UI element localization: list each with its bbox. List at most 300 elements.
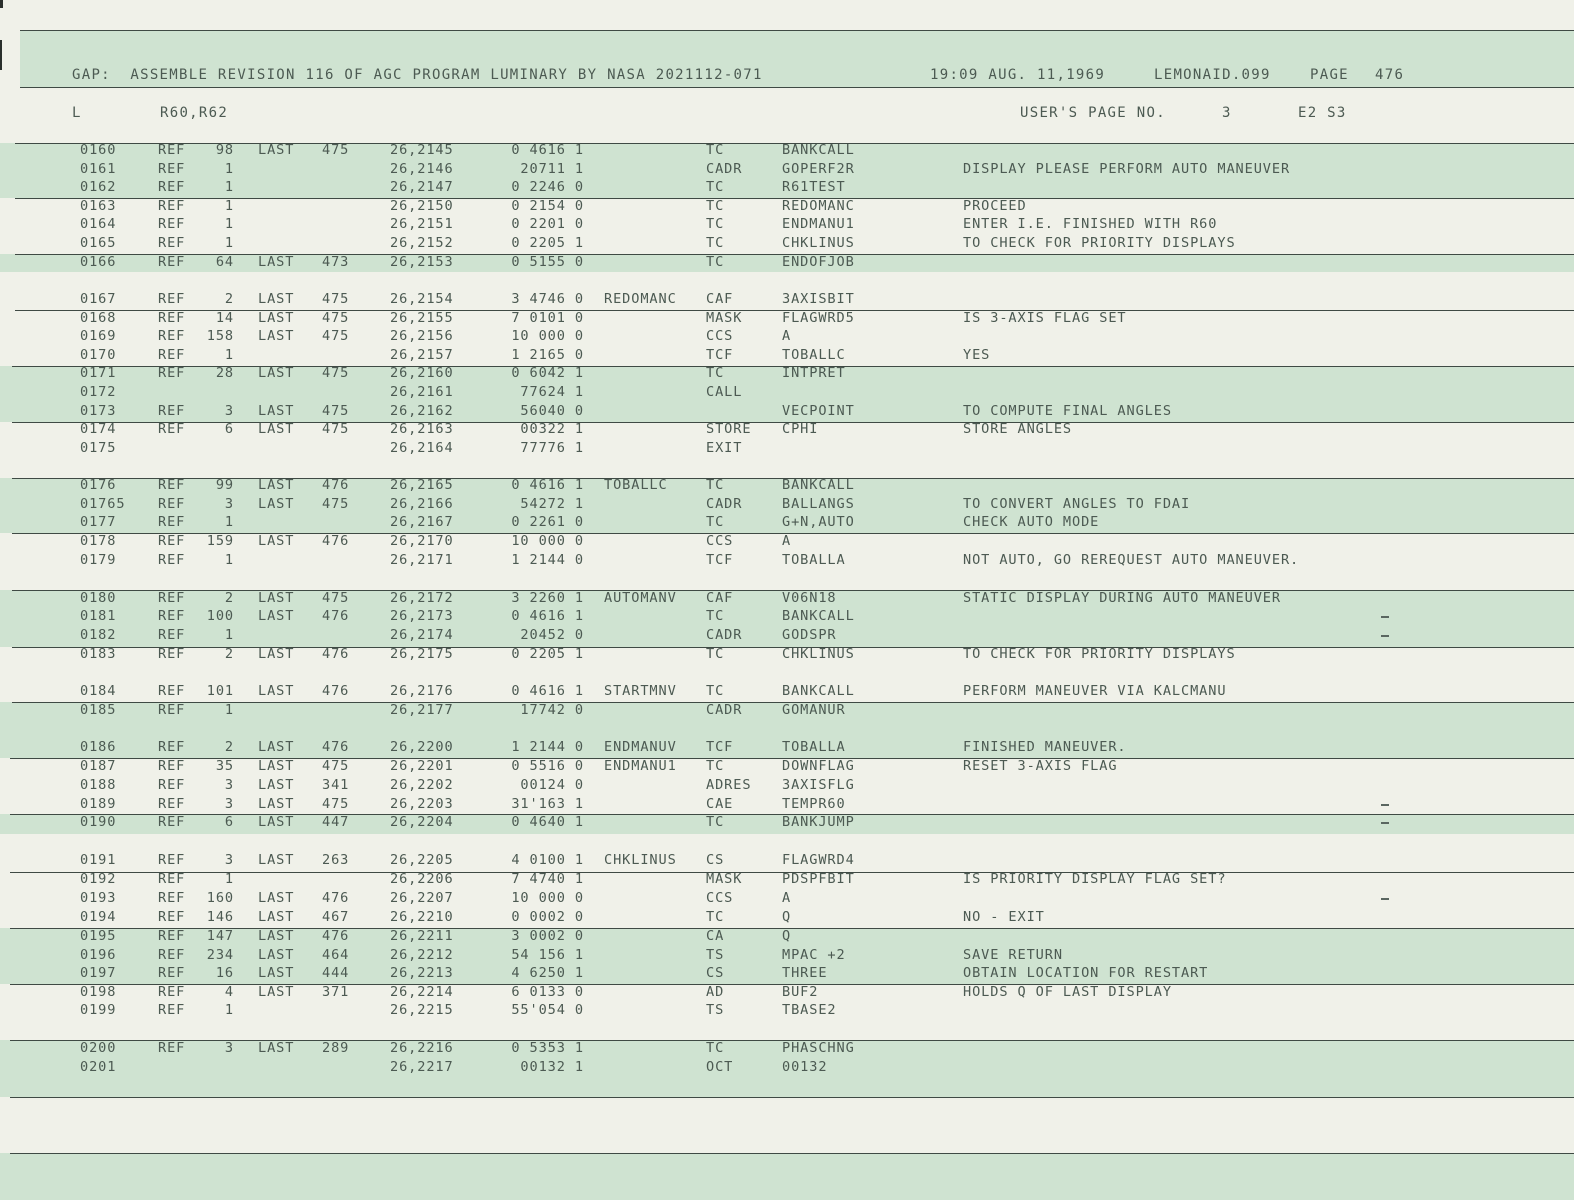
margin-mark [1381, 898, 1389, 900]
address: 26,2152 [390, 235, 454, 251]
address: 26,2150 [390, 198, 454, 214]
opcode: TC [706, 198, 725, 214]
reel-info: E2 S3 [1298, 105, 1347, 121]
seq-number: 0190 [80, 814, 117, 830]
comment: YES [963, 347, 991, 363]
code-line [0, 870, 1574, 889]
opcode: TC [706, 608, 725, 624]
margin-mark [1381, 616, 1389, 618]
ref-count: 159 [206, 533, 234, 549]
operand: 3AXISFLG [782, 777, 855, 793]
octal-word: 4 6250 1 [511, 965, 584, 981]
ref-count: 6 [224, 814, 234, 830]
ref-label: REF [158, 947, 186, 963]
seq-number: 0184 [80, 683, 117, 699]
octal-word: 10 000 0 [511, 328, 584, 344]
seq-number: 0192 [80, 871, 117, 887]
operand: TBASE2 [782, 1002, 837, 1018]
page-number: 476 [1375, 67, 1405, 83]
opcode: TC [706, 477, 725, 493]
octal-word: 0 4640 1 [511, 814, 584, 830]
code-line [0, 1039, 1574, 1058]
rule [10, 1153, 1574, 1154]
comment: DISPLAY PLEASE PERFORM AUTO MANEUVER [963, 161, 1291, 177]
opcode: TC [706, 758, 725, 774]
ref-count: 6 [224, 421, 234, 437]
code-line [0, 402, 1574, 421]
green-band [0, 1153, 1574, 1200]
code-line [0, 253, 1574, 272]
octal-word: 4 0100 1 [511, 852, 584, 868]
seq-number: 0175 [80, 440, 117, 456]
opcode: TS [706, 947, 725, 963]
page-label: PAGE [1310, 67, 1349, 83]
comment: PROCEED [963, 198, 1027, 214]
ref-count: 1 [224, 514, 234, 530]
last-page: 444 [322, 965, 350, 981]
last-label: LAST [258, 533, 295, 549]
opcode: TC [706, 514, 725, 530]
ref-count: 1 [224, 179, 234, 195]
octal-word: 0 5155 0 [511, 254, 584, 270]
assembly-header: GAP: ASSEMBLE REVISION 116 OF AGC PROGRAM LUMINARY BY NASA 2021112-071 [72, 67, 763, 83]
address: 26,2163 [390, 421, 454, 437]
ref-label: REF [158, 683, 186, 699]
seq-number: 0170 [80, 347, 117, 363]
seq-number: 01765 [80, 496, 126, 512]
ref-count: 16 [215, 965, 234, 981]
address: 26,2166 [390, 496, 454, 512]
last-page: 447 [322, 814, 350, 830]
last-label: LAST [258, 928, 295, 944]
comment: IS PRIORITY DISPLAY FLAG SET? [963, 871, 1227, 887]
rule [20, 87, 1574, 88]
comment: OBTAIN LOCATION FOR RESTART [963, 965, 1209, 981]
seq-number: 0200 [80, 1040, 117, 1056]
code-line [0, 160, 1574, 179]
octal-word: 1 2144 0 [511, 739, 584, 755]
address: 26,2172 [390, 590, 454, 606]
octal-word: 6 0133 0 [511, 984, 584, 1000]
ref-count: 160 [206, 890, 234, 906]
code-line [0, 513, 1574, 532]
symbol-label: TOBALLC [604, 477, 668, 493]
ref-label: REF [158, 909, 186, 925]
address: 26,2164 [390, 440, 454, 456]
address: 26,2212 [390, 947, 454, 963]
operand: A [782, 328, 792, 344]
operand: R61TEST [782, 179, 846, 195]
address: 26,2211 [390, 928, 454, 944]
last-page: 475 [322, 310, 350, 326]
sub-prefix: L [72, 105, 82, 121]
operand: CHKLINUS [782, 646, 855, 662]
last-page: 289 [322, 1040, 350, 1056]
symbol-label: CHKLINUS [604, 852, 677, 868]
ref-count: 3 [224, 496, 234, 512]
seq-number: 0198 [80, 984, 117, 1000]
last-page: 476 [322, 739, 350, 755]
opcode: TCF [706, 347, 734, 363]
opcode: CS [706, 852, 725, 868]
comment: STORE ANGLES [963, 421, 1073, 437]
last-page: 475 [322, 758, 350, 774]
seq-number: 0193 [80, 890, 117, 906]
symbol-label: STARTMNV [604, 683, 677, 699]
address: 26,2171 [390, 552, 454, 568]
code-line [0, 215, 1574, 234]
octal-word: 54272 1 [520, 496, 584, 512]
ref-label: REF [158, 627, 186, 643]
address: 26,2201 [390, 758, 454, 774]
code-line [0, 327, 1574, 346]
address: 26,2217 [390, 1059, 454, 1075]
last-label: LAST [258, 646, 295, 662]
edge-mark [0, 40, 2, 70]
address: 26,2174 [390, 627, 454, 643]
code-line [0, 439, 1574, 458]
last-page: 467 [322, 909, 350, 925]
octal-word: 31'163 1 [511, 796, 584, 812]
ref-count: 146 [206, 909, 234, 925]
operand: FLAGWRD4 [782, 852, 855, 868]
ref-label: REF [158, 403, 186, 419]
ref-count: 98 [215, 142, 234, 158]
ref-count: 1 [224, 235, 234, 251]
opcode: TC [706, 365, 725, 381]
octal-word: 0 4616 1 [511, 683, 584, 699]
seq-number: 0197 [80, 965, 117, 981]
comment: TO COMPUTE FINAL ANGLES [963, 403, 1172, 419]
seq-number: 0174 [80, 421, 117, 437]
comment: RESET 3-AXIS FLAG [963, 758, 1118, 774]
operand: BANKCALL [782, 608, 855, 624]
seq-number: 0168 [80, 310, 117, 326]
operand: Q [782, 909, 792, 925]
opcode: TC [706, 216, 725, 232]
last-label: LAST [258, 365, 295, 381]
last-label: LAST [258, 496, 295, 512]
ref-label: REF [158, 965, 186, 981]
comment: ENTER I.E. FINISHED WITH R60 [963, 216, 1218, 232]
octal-word: 1 2165 0 [511, 347, 584, 363]
opcode: TC [706, 646, 725, 662]
opcode: STORE [706, 421, 752, 437]
last-page: 475 [322, 328, 350, 344]
octal-word: 7 0101 0 [511, 310, 584, 326]
code-line [0, 701, 1574, 720]
octal-word: 0 2205 1 [511, 235, 584, 251]
opcode: CAE [706, 796, 734, 812]
seq-number: 0195 [80, 928, 117, 944]
seq-number: 0172 [80, 384, 117, 400]
seq-number: 0201 [80, 1059, 117, 1075]
ref-label: REF [158, 758, 186, 774]
operand: TOBALLA [782, 739, 846, 755]
ref-label: REF [158, 852, 186, 868]
code-line [0, 1001, 1574, 1020]
opcode: AD [706, 984, 725, 1000]
operand: BANKJUMP [782, 814, 855, 830]
ref-label: REF [158, 347, 186, 363]
address: 26,2167 [390, 514, 454, 530]
opcode: CADR [706, 161, 743, 177]
seq-number: 0173 [80, 403, 117, 419]
address: 26,2170 [390, 533, 454, 549]
opcode: EXIT [706, 440, 743, 456]
seq-number: 0189 [80, 796, 117, 812]
operand: A [782, 533, 792, 549]
operand: THREE [782, 965, 828, 981]
operand: V06N18 [782, 590, 837, 606]
margin-mark [1381, 804, 1389, 806]
code-line [0, 141, 1574, 160]
ref-count: 3 [224, 777, 234, 793]
octal-word: 10 000 0 [511, 890, 584, 906]
ref-count: 1 [224, 627, 234, 643]
seq-number: 0164 [80, 216, 117, 232]
address: 26,2154 [390, 291, 454, 307]
last-page: 371 [322, 984, 350, 1000]
margin-mark [1381, 635, 1389, 637]
opcode: CAF [706, 590, 734, 606]
seq-number: 0196 [80, 947, 117, 963]
ref-label: REF [158, 291, 186, 307]
seq-number: 0163 [80, 198, 117, 214]
ref-label: REF [158, 739, 186, 755]
last-page: 475 [322, 403, 350, 419]
comment: TO CONVERT ANGLES TO FDAI [963, 496, 1191, 512]
ref-label: REF [158, 198, 186, 214]
operand: PHASCHNG [782, 1040, 855, 1056]
code-line [0, 290, 1574, 309]
ref-count: 1 [224, 347, 234, 363]
opcode: TCF [706, 739, 734, 755]
comment: PERFORM MANEUVER VIA KALCMANU [963, 683, 1227, 699]
ref-label: REF [158, 533, 186, 549]
octal-word: 3 0002 0 [511, 928, 584, 944]
address: 26,2157 [390, 347, 454, 363]
last-label: LAST [258, 590, 295, 606]
ref-count: 1 [224, 871, 234, 887]
last-label: LAST [258, 758, 295, 774]
code-line [0, 234, 1574, 253]
seq-number: 0194 [80, 909, 117, 925]
ref-count: 99 [215, 477, 234, 493]
last-page: 476 [322, 928, 350, 944]
ref-count: 3 [224, 1040, 234, 1056]
ref-label: REF [158, 552, 186, 568]
operand: TOBALLA [782, 552, 846, 568]
opcode: TC [706, 179, 725, 195]
address: 26,2165 [390, 477, 454, 493]
octal-word: 7 4740 1 [511, 871, 584, 887]
ref-count: 234 [206, 947, 234, 963]
ref-label: REF [158, 1002, 186, 1018]
address: 26,2175 [390, 646, 454, 662]
opcode: CCS [706, 533, 734, 549]
last-label: LAST [258, 683, 295, 699]
seq-number: 0181 [80, 608, 117, 624]
ref-label: REF [158, 365, 186, 381]
last-page: 475 [322, 291, 350, 307]
last-label: LAST [258, 777, 295, 793]
code-line [0, 420, 1574, 439]
ref-count: 4 [224, 984, 234, 1000]
code-line [0, 946, 1574, 965]
address: 26,2200 [390, 739, 454, 755]
seq-number: 0188 [80, 777, 117, 793]
seq-number: 0187 [80, 758, 117, 774]
address: 26,2153 [390, 254, 454, 270]
opcode: CS [706, 965, 725, 981]
last-label: LAST [258, 291, 295, 307]
address: 26,2206 [390, 871, 454, 887]
comment: CHECK AUTO MODE [963, 514, 1100, 530]
code-line [0, 682, 1574, 701]
ref-count: 147 [206, 928, 234, 944]
last-label: LAST [258, 796, 295, 812]
octal-word: 0 4616 1 [511, 477, 584, 493]
ref-count: 101 [206, 683, 234, 699]
seq-number: 0176 [80, 477, 117, 493]
ref-count: 2 [224, 646, 234, 662]
opcode: MASK [706, 310, 743, 326]
ref-label: REF [158, 310, 186, 326]
operand: REDOMANC [782, 198, 855, 214]
users-page-label: USER'S PAGE NO. [1020, 105, 1166, 121]
opcode: CADR [706, 627, 743, 643]
seq-number: 0165 [80, 235, 117, 251]
last-label: LAST [258, 142, 295, 158]
ref-label: REF [158, 928, 186, 944]
code-line [0, 964, 1574, 983]
address: 26,2207 [390, 890, 454, 906]
octal-word: 55'054 0 [511, 1002, 584, 1018]
last-page: 464 [322, 947, 350, 963]
address: 26,2215 [390, 1002, 454, 1018]
code-line [0, 983, 1574, 1002]
code-line [0, 1058, 1574, 1077]
address: 26,2213 [390, 965, 454, 981]
opcode: TC [706, 254, 725, 270]
operand: CHKLINUS [782, 235, 855, 251]
ref-label: REF [158, 1040, 186, 1056]
ref-label: REF [158, 421, 186, 437]
ref-count: 3 [224, 796, 234, 812]
last-label: LAST [258, 890, 295, 906]
code-line [0, 607, 1574, 626]
ref-count: 3 [224, 852, 234, 868]
seq-number: 0183 [80, 646, 117, 662]
operand: GOMANUR [782, 702, 846, 718]
ref-count: 1 [224, 552, 234, 568]
symbol-label: REDOMANC [604, 291, 677, 307]
octal-word: 77776 1 [520, 440, 584, 456]
symbol-label: ENDMANU1 [604, 758, 677, 774]
opcode: CADR [706, 702, 743, 718]
ref-count: 2 [224, 739, 234, 755]
operand: VECPOINT [782, 403, 855, 419]
ref-label: REF [158, 796, 186, 812]
operand: ENDMANU1 [782, 216, 855, 232]
seq-number: 0185 [80, 702, 117, 718]
opcode: TC [706, 814, 725, 830]
address: 26,2146 [390, 161, 454, 177]
operand: MPAC +2 [782, 947, 846, 963]
assembly-datetime: 19:09 AUG. 11,1969 [930, 67, 1106, 83]
address: 26,2160 [390, 365, 454, 381]
ref-count: 28 [215, 365, 234, 381]
opcode: CAF [706, 291, 734, 307]
symbol-label: AUTOMANV [604, 590, 677, 606]
code-line [0, 738, 1574, 757]
code-line [0, 551, 1574, 570]
opcode: TC [706, 142, 725, 158]
last-page: 475 [322, 421, 350, 437]
comment: TO CHECK FOR PRIORITY DISPLAYS [963, 646, 1236, 662]
operand: BANKCALL [782, 142, 855, 158]
comment: IS 3-AXIS FLAG SET [963, 310, 1127, 326]
rule [10, 1097, 1574, 1098]
octal-word: 00322 1 [520, 421, 584, 437]
code-line [0, 795, 1574, 814]
ref-label: REF [158, 254, 186, 270]
opcode: CALL [706, 384, 743, 400]
ref-count: 2 [224, 590, 234, 606]
code-line [0, 383, 1574, 402]
operand: BUF2 [782, 984, 819, 1000]
octal-word: 00124 0 [520, 777, 584, 793]
octal-word: 3 4746 0 [511, 291, 584, 307]
last-label: LAST [258, 328, 295, 344]
octal-word: 0 6042 1 [511, 365, 584, 381]
opcode: CCS [706, 890, 734, 906]
code-line [0, 851, 1574, 870]
comment: NOT AUTO, GO REREQUEST AUTO MANEUVER. [963, 552, 1300, 568]
code-line [0, 813, 1574, 832]
comment: HOLDS Q OF LAST DISPLAY [963, 984, 1172, 1000]
code-line [0, 908, 1574, 927]
ref-count: 2 [224, 291, 234, 307]
octal-word: 0 2205 1 [511, 646, 584, 662]
octal-word: 0 5353 1 [511, 1040, 584, 1056]
ref-label: REF [158, 590, 186, 606]
last-page: 475 [322, 590, 350, 606]
opcode: CCS [706, 328, 734, 344]
opcode: TS [706, 1002, 725, 1018]
last-page: 473 [322, 254, 350, 270]
operand: BANKCALL [782, 477, 855, 493]
opcode: TC [706, 683, 725, 699]
address: 26,2161 [390, 384, 454, 400]
octal-word: 00132 1 [520, 1059, 584, 1075]
ref-label: REF [158, 235, 186, 251]
seq-number: 0191 [80, 852, 117, 868]
last-label: LAST [258, 403, 295, 419]
last-page: 476 [322, 646, 350, 662]
seq-number: 0180 [80, 590, 117, 606]
operand: 3AXISBIT [782, 291, 855, 307]
opcode: TCF [706, 552, 734, 568]
last-page: 476 [322, 477, 350, 493]
code-line [0, 197, 1574, 216]
address: 26,2177 [390, 702, 454, 718]
code-line [0, 889, 1574, 908]
address: 26,2216 [390, 1040, 454, 1056]
address: 26,2204 [390, 814, 454, 830]
seq-number: 0199 [80, 1002, 117, 1018]
